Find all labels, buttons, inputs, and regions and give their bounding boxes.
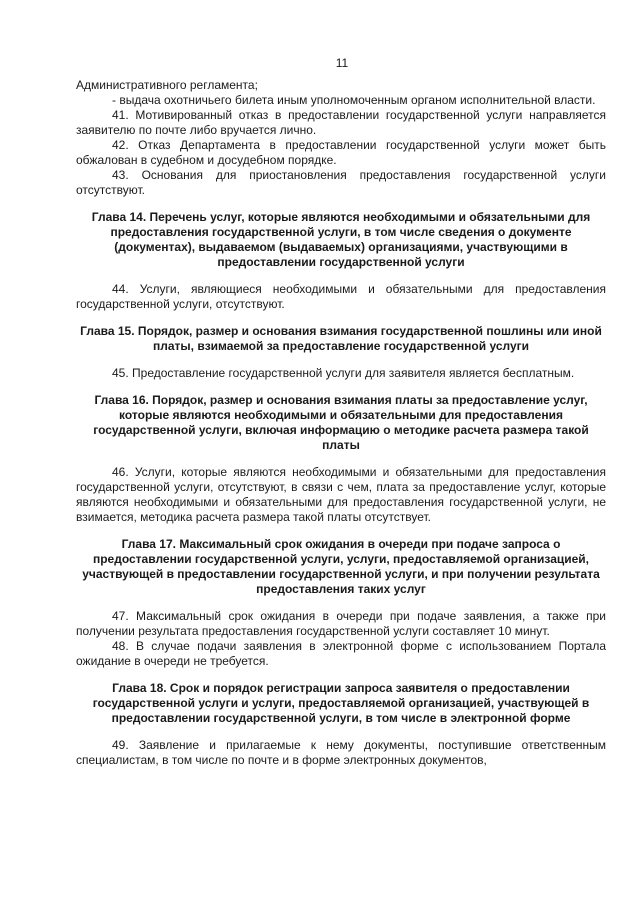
chapter-14-heading: Глава 14. Перечень услуг, которые являются необходимыми и обязательными для предоставления государственной услуги, в том числе сведения о документе (документах), выдаваемом (выдаваемых) организациями, участвующими в предоставлении государственной услуги bbox=[91, 210, 591, 269]
paragraph-42: 42. Отказ Департамента в предоставлении государственной услуги может быть обжалован в судебном и досудебном порядке. bbox=[76, 138, 606, 167]
paragraph-47: 47. Максимальный срок ожидания в очереди при подаче заявления, а также при получении результата предоставления государственной услуги составляет 10 минут. bbox=[76, 609, 606, 638]
paragraph-48: 48. В случае подачи заявления в электронной форме с использованием Портала ожидание в очереди не требуется. bbox=[76, 639, 606, 668]
list-item-hunting-ticket: - выдача охотничьего билета иным уполномоченным органом исполнительной власти. bbox=[112, 93, 596, 107]
chapter-15-heading: Глава 15. Порядок, размер и основания взимания государственной пошлины или иной платы, взимаемой за предоставление государственной услуги bbox=[80, 324, 602, 353]
chapter-16-heading: Глава 16. Порядок, размер и основания взимания платы за предоставление услуг, которые являются необходимыми и обязательными для предоставления государственной услуги, включая информацию о методике расчета размера такой платы bbox=[93, 393, 589, 452]
paragraph-continuation: Административного регламента; bbox=[76, 78, 258, 92]
chapter-18-heading: Глава 18. Срок и порядок регистрации запроса заявителя о предоставлении государственной услуги и услуги, предоставляемой организацией, участвующей в предоставлении государственной услуги, в том числе в электронной форме bbox=[92, 681, 590, 725]
paragraph-46: 46. Услуги, которые являются необходимыми и обязательными для предоставления государственной услуги, отсутствуют, в связи с чем, плата за предоставление услуг, которые являются необходимыми и обязательными для предоставления государственной услуги, не взимается, методика расчета размера такой платы отсутствует. bbox=[76, 465, 606, 524]
paragraph-45: 45. Предоставление государственной услуги для заявителя является бесплатным. bbox=[112, 366, 575, 380]
paragraph-49: 49. Заявление и прилагаемые к нему документы, поступившие ответственным специалистам, в том числе по почте и в форме электронных документов, bbox=[76, 738, 606, 767]
paragraph-43: 43. Основания для приостановления предоставления государственной услуги отсутствуют. bbox=[76, 168, 606, 197]
paragraph-41: 41. Мотивированный отказ в предоставлении государственной услуги направляется заявителю по почте либо вручается лично. bbox=[76, 108, 606, 137]
paragraph-44: 44. Услуги, являющиеся необходимыми и обязательными для предоставления государственной услуги, отсутствуют. bbox=[76, 282, 606, 311]
page-number: 11 bbox=[335, 56, 349, 70]
chapter-17-heading: Глава 17. Максимальный срок ожидания в очереди при подаче запроса о предоставлении государственной услуги, услуги, предоставляемой организацией, участвующей в предоставлении государственной услуги, и при получении результата предоставления таких услуг bbox=[82, 537, 600, 596]
